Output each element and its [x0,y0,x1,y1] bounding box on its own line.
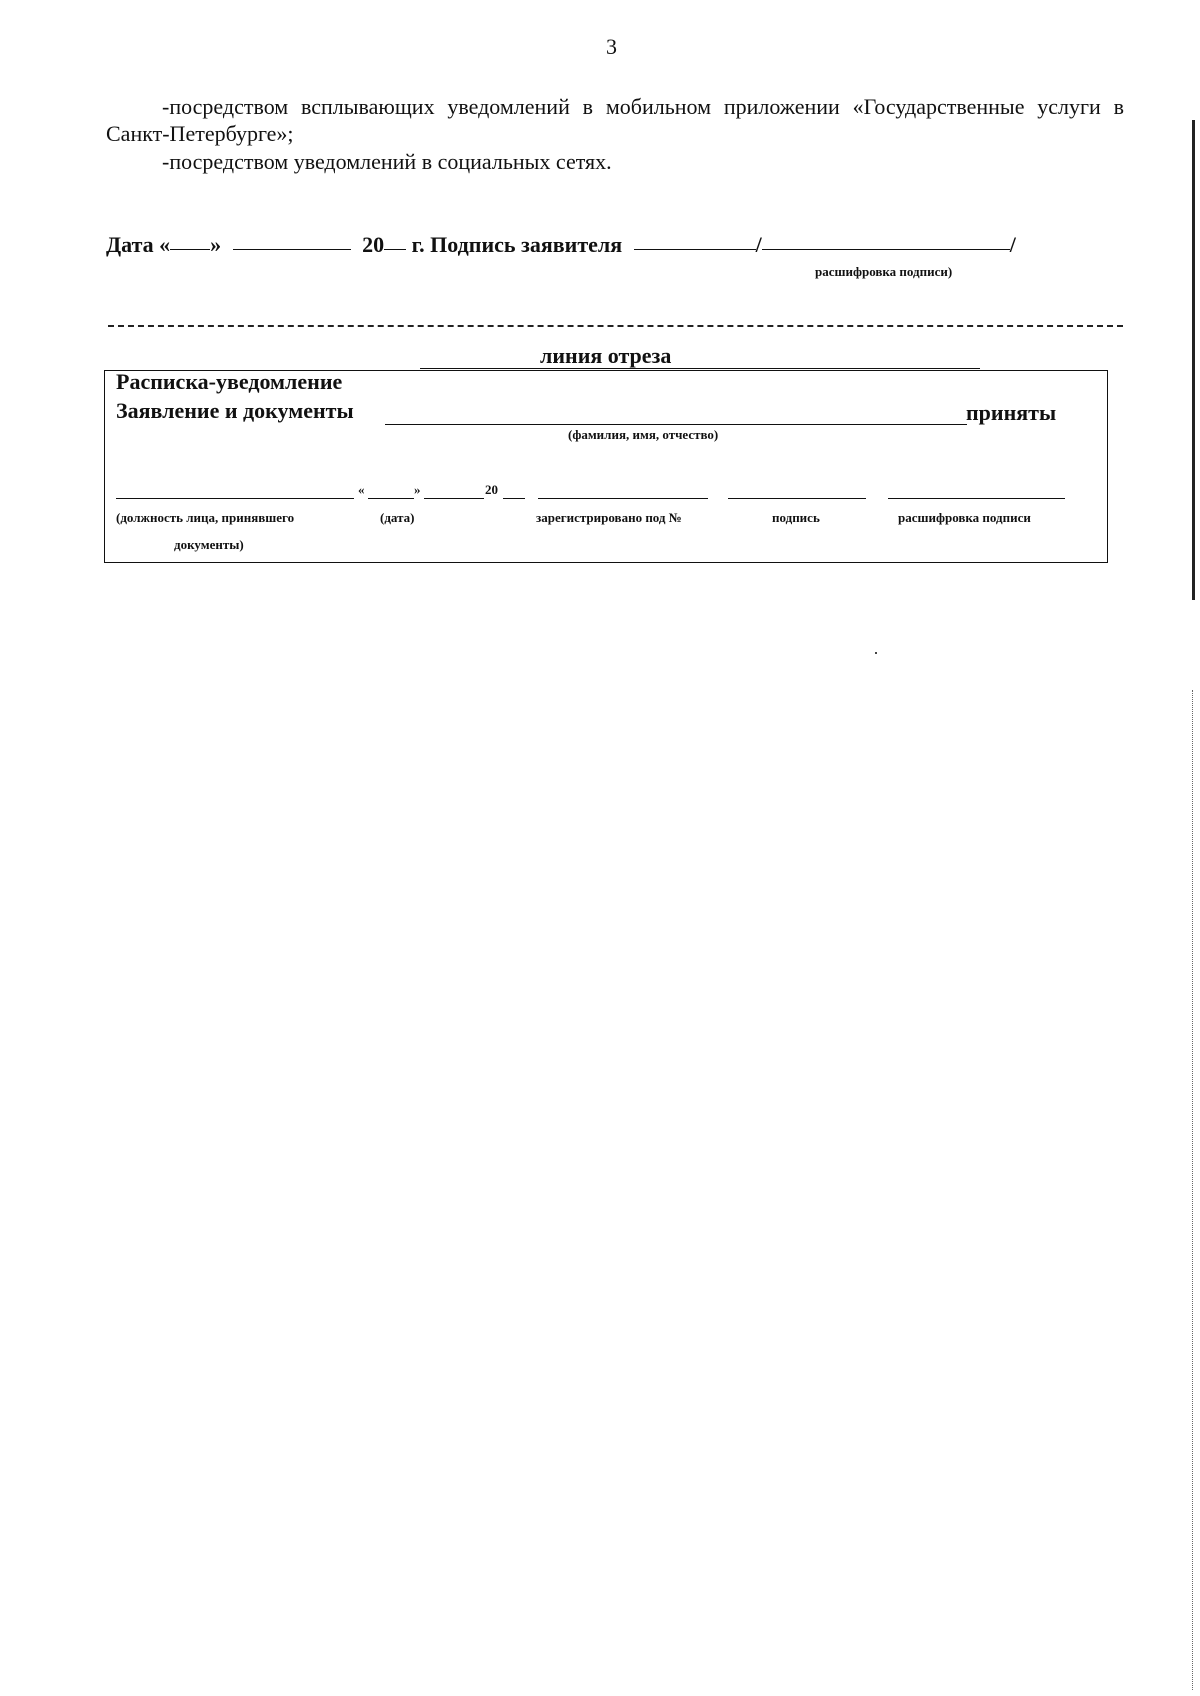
receipt-year: 20 [485,482,498,497]
date-caption: (дата) [380,510,415,525]
receipt-year-blank [503,498,525,499]
signature-caption: подпись [772,510,820,525]
scan-edge-dotted [1192,690,1193,1690]
position-caption-2: документы) [174,537,244,552]
year-prefix: 20 [362,232,385,257]
position-caption-1: (должность лица, принявшего [116,510,295,525]
cut-line-underline [420,368,980,369]
accepted-label: приняты [966,400,1057,425]
receipt-signature-blank [728,498,866,499]
position-blank [116,498,354,499]
receipt-title: Расписка-уведомление [116,369,343,394]
receipt-quote-close: » [414,482,421,497]
day-blank [170,248,210,250]
applicant-signature-line [106,232,1016,258]
signature-slash-2: / [1009,232,1016,257]
scan-edge-solid [1192,120,1195,600]
cut-line-label: линия отреза [540,343,672,368]
name-blank [385,424,967,425]
signature-blank [634,248,756,250]
receipt-decode-blank [888,498,1065,499]
registered-caption: зарегистрировано под № [536,510,682,525]
year-suffix: г. [411,232,425,257]
month-blank [233,248,351,250]
date-quote-close: » [210,232,222,257]
decode-caption-receipt: расшифровка подписи [898,510,1031,525]
scan-speck [875,652,877,654]
receipt-month-blank [424,498,484,499]
bullet-social-networks: -посредством уведомлений в социальных сетях. [162,149,612,174]
receipt-day-blank [368,498,414,499]
page-number: 3 [606,34,617,59]
bullet-mobile-app: -посредством всплывающих уведомлений в мобильном приложении «Государственные услуги в Санкт-Петербурге»; [106,94,1124,146]
year-blank [384,248,406,250]
docs-label: Заявление и документы [116,398,354,423]
signature-slash-1: / [755,232,762,257]
cut-line [108,325,1123,327]
decode-blank [762,248,1010,250]
name-caption: (фамилия, имя, отчество) [568,427,719,442]
receipt-quote-open: « [358,482,365,497]
signature-label: Подпись заявителя [430,232,623,257]
registered-blank [538,498,708,499]
decode-caption: расшифровка подписи) [815,264,953,279]
date-label: Дата « [106,232,171,257]
